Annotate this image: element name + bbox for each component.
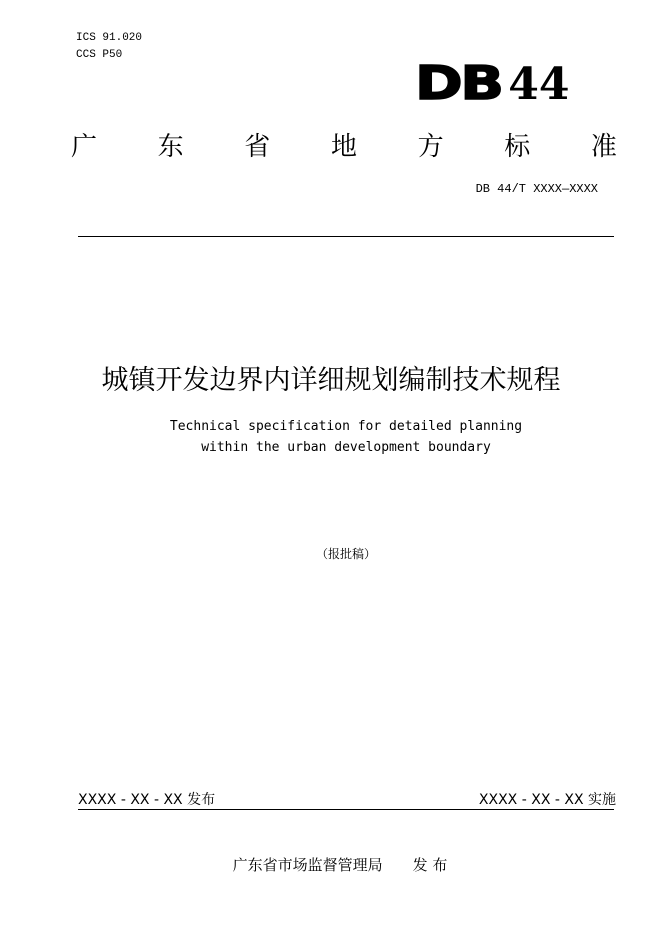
publish-label: 发 布 <box>412 856 448 874</box>
publisher <box>0 854 662 875</box>
standard-type-char: 地 <box>330 132 357 162</box>
english-title <box>0 416 662 458</box>
standard-type-char: 东 <box>157 132 184 162</box>
logo-letters: DB <box>415 56 502 110</box>
ccs-code: CCS P50 <box>76 49 123 61</box>
document-title: 城镇开发边界内详细规划编制技术规程 <box>101 365 561 396</box>
standard-code: DB 44/T XXXX—XXXX <box>475 182 598 196</box>
standard-type-char: 方 <box>417 132 444 162</box>
standard-type-char: 准 <box>590 132 617 162</box>
draft-status: （报批稿） <box>315 547 376 561</box>
implement-date: XXXX - XX - XX 实施 <box>478 792 616 808</box>
standard-type-char: 标 <box>504 132 531 162</box>
ics-code: ICS 91.020 <box>76 32 143 44</box>
english-title-line2: within the urban development boundary <box>201 440 491 455</box>
db44-logo <box>415 58 575 108</box>
standard-type-title <box>70 126 618 163</box>
logo-number: 44 <box>508 59 570 110</box>
issue-date: XXXX - XX - XX 发布 <box>78 792 216 808</box>
english-title-line1: Technical specification for detailed planning <box>169 419 523 434</box>
footer-divider <box>78 809 614 810</box>
header-divider <box>78 236 614 237</box>
publisher-name: 广东省市场监督管理局 <box>232 856 383 874</box>
standard-type-char: 广 <box>70 132 97 162</box>
standard-type-char: 省 <box>244 132 271 162</box>
